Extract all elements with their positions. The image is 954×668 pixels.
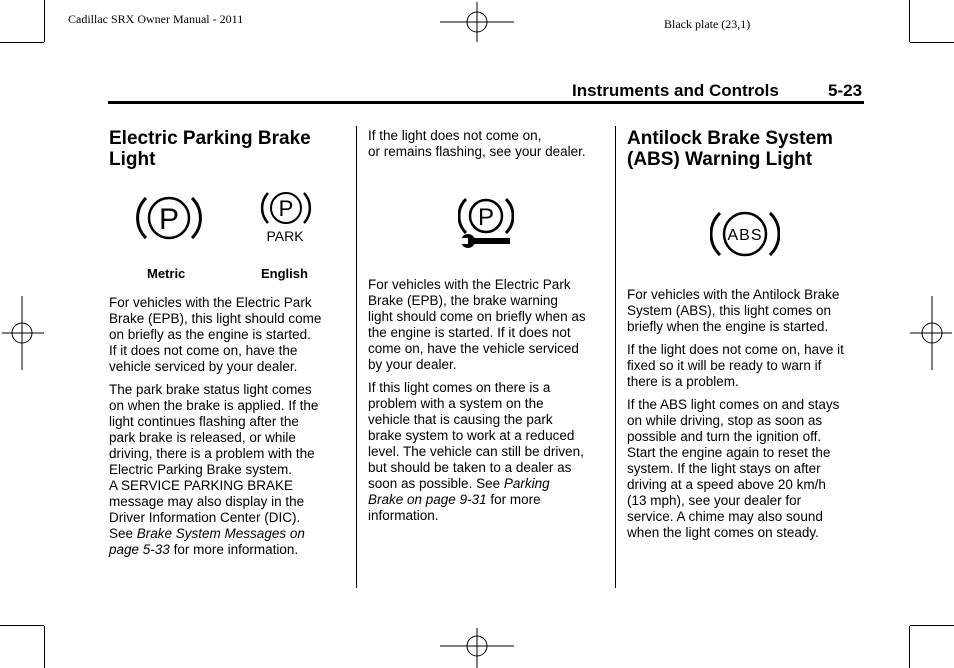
park-icon-text: PARK bbox=[266, 228, 304, 244]
section-title-abs: Antilock Brake System (ABS) Warning Light bbox=[627, 128, 833, 170]
manual-title: Cadillac SRX Owner Manual - 2011 bbox=[68, 12, 244, 26]
column-divider bbox=[356, 126, 357, 588]
abs-paragraph-1: For vehicles with the Antilock Brake System (ABS), this light comes on briefly when the engine is started. bbox=[627, 287, 840, 334]
crop-mark bbox=[910, 42, 954, 43]
column-divider bbox=[615, 126, 616, 588]
plate-label: Black plate (23,1) bbox=[664, 17, 751, 31]
epb-warning-paragraph-2: If this light comes on there is a problem with a system on the vehicle that is causing the park brake system to work at a reduced level. The vehicle can still be driven, but should be taken to a dealer as soon as possible. See Parking Brake on page 9-31 for more information. bbox=[368, 380, 584, 523]
epb-flashing-paragraph: If the light does not come on, or remains flashing, see your dealer. bbox=[368, 128, 586, 159]
crop-mark bbox=[909, 0, 910, 42]
svg-text:P: P bbox=[158, 203, 180, 236]
svg-text:P: P bbox=[278, 196, 294, 221]
registration-mark-bottom bbox=[440, 626, 514, 668]
abs-warning-icon bbox=[710, 208, 780, 260]
cross-reference-link[interactable]: page 5-33 bbox=[109, 542, 170, 557]
parking-brake-metric-icon bbox=[136, 192, 202, 244]
crop-mark bbox=[0, 42, 44, 43]
epb-paragraph-1: For vehicles with the Electric Park Brake (EPB), this light should come on briefly as the engine is started. If it does not come on, have the vehicle serviced by your dealer. bbox=[109, 295, 322, 374]
epb-warning-paragraph-1: For vehicles with the Electric Park Brake (EPB), the brake warning light should come on briefly when as the engine is started. If it does not come on, have the vehicle serviced by your dealer. bbox=[368, 277, 586, 372]
crop-mark bbox=[909, 626, 910, 668]
abs-paragraph-3: If the ABS light comes on and stays on while driving, stop as soon as possible and turn the ignition off. Start the engine again to reset the system. If the light stays on after driving at a speed above 20 km/h (13 mph), see your dealer for service. A chime may also sound when the light comes on steady. bbox=[627, 397, 840, 540]
registration-mark-left bbox=[0, 296, 44, 370]
crop-mark bbox=[910, 625, 954, 626]
caption-metric: Metric bbox=[147, 266, 186, 281]
section-header: Instruments and Controls bbox=[572, 81, 779, 100]
epb-paragraph-2: The park brake status light comes on when the brake is applied. If the light continues flashing after the park brake is released, or while driving, there is a problem with the Electric Parking Brake system. A SERVICE PARKING BRAKE message may also display in the Driver Information Center (DIC). See Brake System Messages on page 5-33 for more information. bbox=[109, 382, 319, 557]
epb-service-icon bbox=[458, 195, 514, 249]
cross-reference-link[interactable]: Parking bbox=[503, 476, 550, 491]
section-title-epb: Electric Parking Brake Light bbox=[109, 128, 311, 170]
registration-mark-right bbox=[910, 296, 954, 370]
header-rule bbox=[108, 101, 864, 104]
caption-english: English bbox=[261, 266, 308, 281]
parking-brake-english-icon bbox=[259, 186, 313, 246]
abs-icon-text: ABS bbox=[727, 227, 763, 244]
crop-mark bbox=[44, 0, 45, 42]
crop-mark bbox=[0, 625, 44, 626]
cross-reference-link[interactable]: Brake System Messages on bbox=[136, 526, 305, 541]
crop-mark bbox=[44, 626, 45, 668]
cross-reference-link[interactable]: Brake on page 9-31 bbox=[368, 492, 487, 507]
page-number: 5-23 bbox=[828, 81, 863, 100]
abs-paragraph-2: If the light does not come on, have it fixed so it will be ready to warn if there is a problem. bbox=[627, 342, 844, 389]
registration-mark-top bbox=[440, 2, 514, 44]
svg-text:P: P bbox=[477, 204, 495, 231]
